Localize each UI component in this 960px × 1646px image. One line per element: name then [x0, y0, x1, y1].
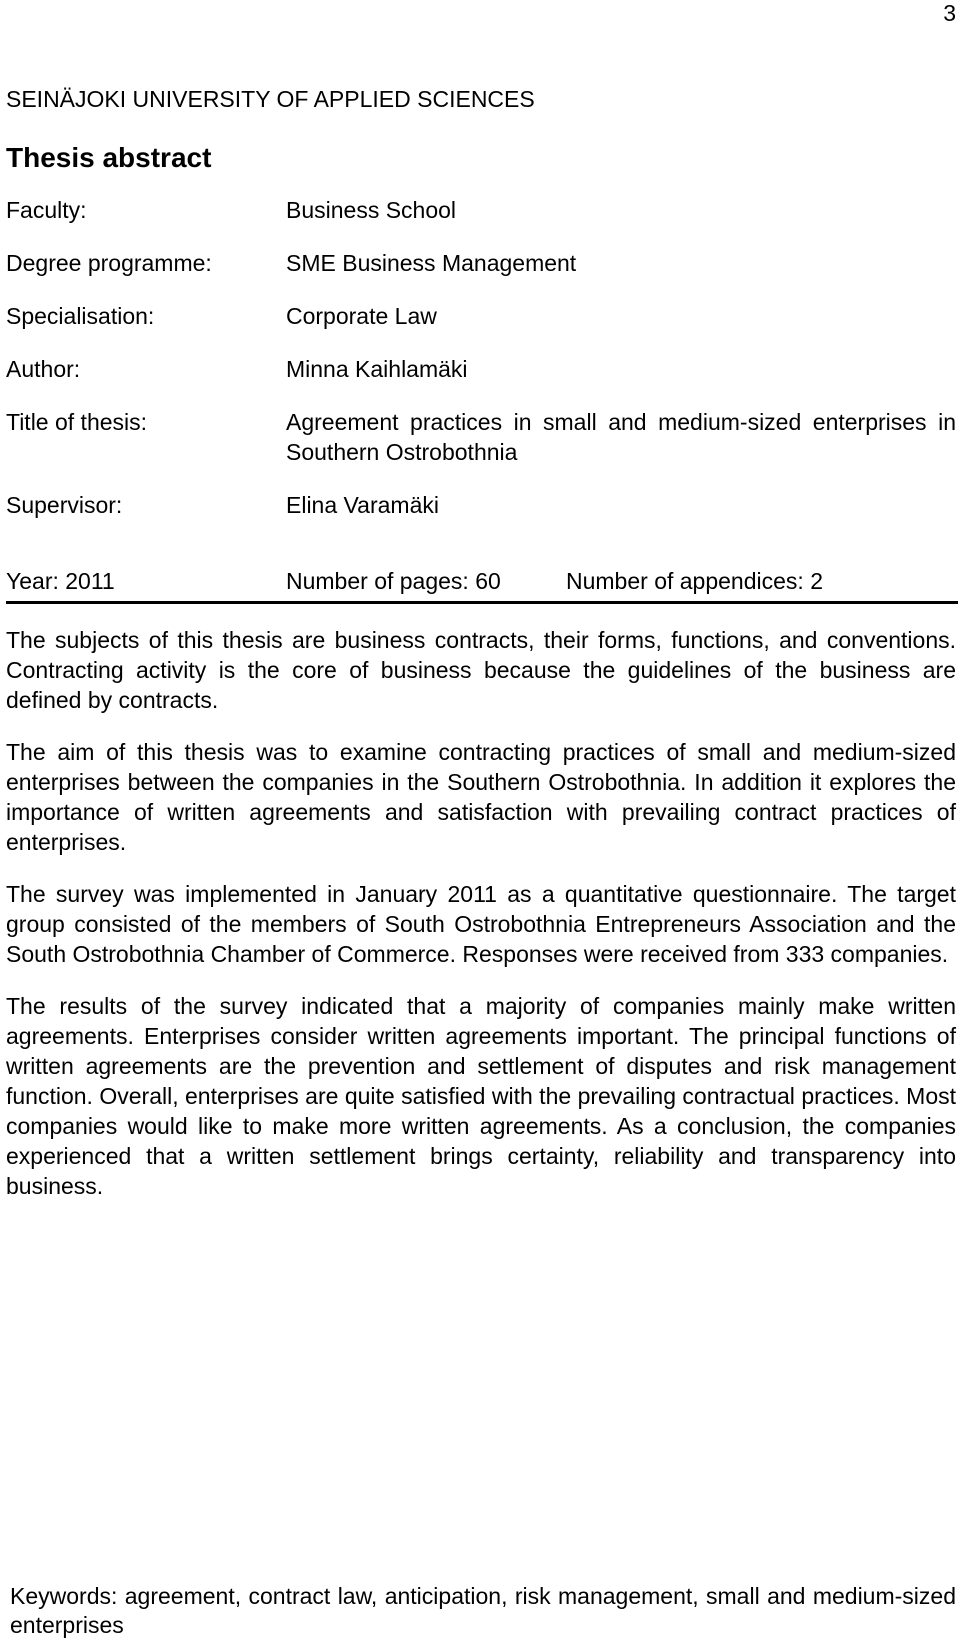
field-value: Corporate Law — [286, 303, 437, 329]
field-label: Faculty: — [6, 197, 87, 223]
field-value: Business School — [286, 197, 457, 223]
field-value: Agreement practices in small and medium-sized enterprises in Southern Ostrobothnia — [286, 409, 956, 465]
abstract-paragraph: The aim of this thesis was to examine contracting practices of small and medium-sized enterprises between the companies in the Southern Ostrobothnia. In addition it explores the importance of written agreements and satisfaction with prevailing contract practices of enterprises. — [6, 739, 956, 855]
field-value: Elina Varamäki — [286, 492, 439, 518]
keywords: Keywords: agreement, contract law, anticipation, risk management, small and medium-sized enterprises — [10, 1583, 956, 1638]
field-label: Degree programme: — [6, 250, 212, 276]
field-label: Title of thesis: — [6, 409, 148, 435]
abstract-paragraph: The results of the survey indicated that a majority of companies mainly make written agreements. Enterprises consider written agreements important. The principal functions of written agreements are the prevention and settlement of disputes and risk management function. Overall, enterprises are quite satisfied with the prevailing contractual practices. Most companies would like to make more written agreements. As a conclusion, the companies experienced that a written settlement brings certainty, reliability and transparency into business. — [6, 993, 956, 1199]
divider — [6, 601, 958, 604]
page-number: 3 — [943, 0, 956, 26]
field-label: Specialisation: — [6, 303, 155, 329]
abstract-body — [6, 625, 956, 1223]
abstract-paragraph: The survey was implemented in January 2011 as a quantitative questionnaire. The target group consisted of the members of South Ostrobothnia Entrepreneurs Association and the South Ostrobothnia Chamber of Commerce. Responses were received from 333 companies. — [6, 881, 956, 967]
page-title: Thesis abstract — [6, 142, 212, 173]
field-label: Author: — [6, 356, 81, 382]
field-value: SME Business Management — [286, 250, 577, 276]
abstract-paragraph: The subjects of this thesis are business contracts, their forms, functions, and conventions. Contracting activity is the core of business because the guidelines of the business are defined by contracts. — [6, 627, 956, 713]
year: Year: 2011 — [6, 568, 115, 594]
field-value: Minna Kaihlamäki — [286, 356, 468, 382]
university-name: SEINÄJOKI UNIVERSITY OF APPLIED SCIENCES — [6, 86, 535, 112]
page-count: Number of pages: 60 — [286, 568, 501, 594]
field-label: Supervisor: — [6, 492, 123, 518]
appendix-count: Number of appendices: 2 — [566, 568, 823, 594]
